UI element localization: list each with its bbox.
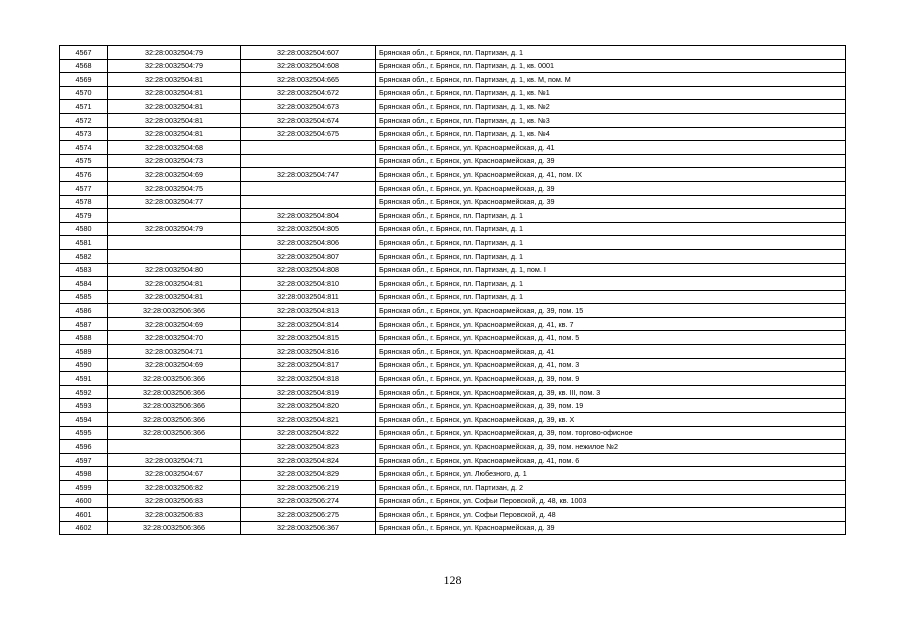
cadastral-number-cell: 32:28:0032504:810 <box>241 277 376 291</box>
address-cell: Брянская обл., г. Брянск, ул. Красноармейская, д. 41, пом. IX <box>376 168 846 182</box>
address-cell: Брянская обл., г. Брянск, ул. Красноармейская, д. 39 <box>376 195 846 209</box>
row-number-cell: 4572 <box>60 113 108 127</box>
parent-cadastral-number-cell: 32:28:0032504:69 <box>108 168 241 182</box>
table-row <box>60 277 846 291</box>
parent-cadastral-number-cell: 32:28:0032504:81 <box>108 73 241 87</box>
table-row <box>60 508 846 522</box>
parent-cadastral-number-cell: 32:28:0032506:366 <box>108 385 241 399</box>
address-cell: Брянская обл., г. Брянск, пл. Партизан, д. 1 <box>376 222 846 236</box>
row-number-cell: 4567 <box>60 46 108 60</box>
row-number-cell: 4598 <box>60 467 108 481</box>
row-number-cell: 4589 <box>60 345 108 359</box>
table-row <box>60 331 846 345</box>
cadastral-number-cell: 32:28:0032506:367 <box>241 521 376 535</box>
cadastral-number-cell: 32:28:0032504:823 <box>241 440 376 454</box>
cadastral-number-cell: 32:28:0032504:821 <box>241 413 376 427</box>
cadastral-number-cell: 32:28:0032504:808 <box>241 263 376 277</box>
parent-cadastral-number-cell: 32:28:0032504:81 <box>108 290 241 304</box>
parent-cadastral-number-cell: 32:28:0032506:83 <box>108 508 241 522</box>
parent-cadastral-number-cell: 32:28:0032506:366 <box>108 521 241 535</box>
address-cell: Брянская обл., г. Брянск, пл. Партизан, д. 1, кв. №4 <box>376 127 846 141</box>
table-row <box>60 195 846 209</box>
parent-cadastral-number-cell <box>108 249 241 263</box>
parent-cadastral-number-cell: 32:28:0032504:81 <box>108 127 241 141</box>
table-row <box>60 440 846 454</box>
cadastral-number-cell: 32:28:0032504:815 <box>241 331 376 345</box>
cadastral-number-cell: 32:28:0032504:817 <box>241 358 376 372</box>
parent-cadastral-number-cell: 32:28:0032504:70 <box>108 331 241 345</box>
address-cell: Брянская обл., г. Брянск, ул. Красноармейская, д. 39, кв. III, пом. 3 <box>376 385 846 399</box>
cadastral-number-cell: 32:28:0032504:608 <box>241 59 376 73</box>
row-number-cell: 4588 <box>60 331 108 345</box>
row-number-cell: 4596 <box>60 440 108 454</box>
parent-cadastral-number-cell: 32:28:0032504:81 <box>108 113 241 127</box>
row-number-cell: 4585 <box>60 290 108 304</box>
row-number-cell: 4578 <box>60 195 108 209</box>
row-number-cell: 4594 <box>60 413 108 427</box>
address-cell: Брянская обл., г. Брянск, ул. Красноармейская, д. 41 <box>376 345 846 359</box>
row-number-cell: 4600 <box>60 494 108 508</box>
row-number-cell: 4593 <box>60 399 108 413</box>
parent-cadastral-number-cell: 32:28:0032504:79 <box>108 46 241 60</box>
parent-cadastral-number-cell: 32:28:0032504:69 <box>108 358 241 372</box>
registry-table-body <box>60 46 846 535</box>
table-row <box>60 86 846 100</box>
row-number-cell: 4586 <box>60 304 108 318</box>
parent-cadastral-number-cell: 32:28:0032506:366 <box>108 372 241 386</box>
row-number-cell: 4571 <box>60 100 108 114</box>
table-row <box>60 127 846 141</box>
cadastral-number-cell: 32:28:0032506:219 <box>241 481 376 495</box>
table-row <box>60 521 846 535</box>
row-number-cell: 4584 <box>60 277 108 291</box>
parent-cadastral-number-cell: 32:28:0032506:82 <box>108 481 241 495</box>
table-row <box>60 249 846 263</box>
address-cell: Брянская обл., г. Брянск, ул. Красноармейская, д. 41, кв. 7 <box>376 317 846 331</box>
table-row <box>60 141 846 155</box>
parent-cadastral-number-cell: 32:28:0032506:366 <box>108 304 241 318</box>
cadastral-number-cell: 32:28:0032504:822 <box>241 426 376 440</box>
table-row <box>60 358 846 372</box>
property-registry-table <box>59 45 846 535</box>
parent-cadastral-number-cell <box>108 236 241 250</box>
row-number-cell: 4579 <box>60 209 108 223</box>
address-cell: Брянская обл., г. Брянск, ул. Красноармейская, д. 39, пом. 15 <box>376 304 846 318</box>
address-cell: Брянская обл., г. Брянск, пл. Партизан, д. 1 <box>376 277 846 291</box>
parent-cadastral-number-cell: 32:28:0032504:79 <box>108 59 241 73</box>
row-number-cell: 4573 <box>60 127 108 141</box>
table-row <box>60 317 846 331</box>
table-row <box>60 46 846 60</box>
table-row <box>60 168 846 182</box>
parent-cadastral-number-cell: 32:28:0032504:80 <box>108 263 241 277</box>
row-number-cell: 4580 <box>60 222 108 236</box>
cadastral-number-cell <box>241 141 376 155</box>
table-row <box>60 290 846 304</box>
address-cell: Брянская обл., г. Брянск, ул. Красноармейская, д. 41 <box>376 141 846 155</box>
address-cell: Брянская обл., г. Брянск, ул. Красноармейская, д. 39, пом. нежилое №2 <box>376 440 846 454</box>
table-row <box>60 73 846 87</box>
table-row <box>60 481 846 495</box>
parent-cadastral-number-cell: 32:28:0032504:79 <box>108 222 241 236</box>
row-number-cell: 4568 <box>60 59 108 73</box>
parent-cadastral-number-cell: 32:28:0032504:71 <box>108 453 241 467</box>
table-row <box>60 113 846 127</box>
parent-cadastral-number-cell <box>108 209 241 223</box>
address-cell: Брянская обл., г. Брянск, пл. Партизан, д. 1, кв. М, пом. М <box>376 73 846 87</box>
table-row <box>60 385 846 399</box>
cadastral-number-cell: 32:28:0032504:811 <box>241 290 376 304</box>
cadastral-number-cell: 32:28:0032504:673 <box>241 100 376 114</box>
parent-cadastral-number-cell: 32:28:0032504:81 <box>108 277 241 291</box>
row-number-cell: 4577 <box>60 181 108 195</box>
table-row <box>60 345 846 359</box>
address-cell: Брянская обл., г. Брянск, ул. Софьи Перовской, д. 48 <box>376 508 846 522</box>
address-cell: Брянская обл., г. Брянск, пл. Партизан, д. 1 <box>376 290 846 304</box>
parent-cadastral-number-cell: 32:28:0032506:366 <box>108 413 241 427</box>
table-row <box>60 399 846 413</box>
table-row <box>60 59 846 73</box>
cadastral-number-cell: 32:28:0032504:824 <box>241 453 376 467</box>
table-row <box>60 222 846 236</box>
table-row <box>60 467 846 481</box>
table-row <box>60 304 846 318</box>
address-cell: Брянская обл., г. Брянск, пл. Партизан, д. 1, пом. I <box>376 263 846 277</box>
cadastral-number-cell: 32:28:0032504:813 <box>241 304 376 318</box>
address-cell: Брянская обл., г. Брянск, ул. Красноармейская, д. 41, пом. 5 <box>376 331 846 345</box>
cadastral-number-cell: 32:28:0032506:274 <box>241 494 376 508</box>
parent-cadastral-number-cell: 32:28:0032504:81 <box>108 100 241 114</box>
table-row <box>60 453 846 467</box>
address-cell: Брянская обл., г. Брянск, ул. Красноармейская, д. 39, пом. торгово-офисное <box>376 426 846 440</box>
table-row <box>60 181 846 195</box>
parent-cadastral-number-cell: 32:28:0032506:83 <box>108 494 241 508</box>
row-number-cell: 4574 <box>60 141 108 155</box>
address-cell: Брянская обл., г. Брянск, пл. Партизан, д. 1, кв. №3 <box>376 113 846 127</box>
cadastral-number-cell: 32:28:0032504:674 <box>241 113 376 127</box>
row-number-cell: 4595 <box>60 426 108 440</box>
page-number: 128 <box>443 573 462 587</box>
row-number-cell: 4581 <box>60 236 108 250</box>
address-cell: Брянская обл., г. Брянск, пл. Партизан, д. 1 <box>376 46 846 60</box>
row-number-cell: 4569 <box>60 73 108 87</box>
cadastral-number-cell: 32:28:0032504:814 <box>241 317 376 331</box>
table-row <box>60 263 846 277</box>
row-number-cell: 4583 <box>60 263 108 277</box>
address-cell: Брянская обл., г. Брянск, ул. Красноармейская, д. 41, пом. 3 <box>376 358 846 372</box>
cadastral-number-cell: 32:28:0032504:804 <box>241 209 376 223</box>
parent-cadastral-number-cell <box>108 440 241 454</box>
address-cell: Брянская обл., г. Брянск, ул. Красноармейская, д. 39 <box>376 154 846 168</box>
parent-cadastral-number-cell: 32:28:0032504:68 <box>108 141 241 155</box>
parent-cadastral-number-cell: 32:28:0032504:73 <box>108 154 241 168</box>
address-cell: Брянская обл., г. Брянск, пл. Партизан, д. 1, кв. №2 <box>376 100 846 114</box>
address-cell: Брянская обл., г. Брянск, ул. Любезного, д. 1 <box>376 467 846 481</box>
cadastral-number-cell <box>241 181 376 195</box>
cadastral-number-cell: 32:28:0032504:665 <box>241 73 376 87</box>
parent-cadastral-number-cell: 32:28:0032506:366 <box>108 426 241 440</box>
table-row <box>60 154 846 168</box>
row-number-cell: 4601 <box>60 508 108 522</box>
table-row <box>60 236 846 250</box>
address-cell: Брянская обл., г. Брянск, пл. Партизан, д. 1, кв. №1 <box>376 86 846 100</box>
address-cell: Брянская обл., г. Брянск, ул. Красноармейская, д. 39, пом. 19 <box>376 399 846 413</box>
cadastral-number-cell: 32:28:0032506:275 <box>241 508 376 522</box>
address-cell: Брянская обл., г. Брянск, ул. Софьи Перовской, д. 48, кв. 1003 <box>376 494 846 508</box>
cadastral-number-cell: 32:28:0032504:806 <box>241 236 376 250</box>
table-row <box>60 372 846 386</box>
cadastral-number-cell: 32:28:0032504:807 <box>241 249 376 263</box>
row-number-cell: 4570 <box>60 86 108 100</box>
cadastral-number-cell: 32:28:0032504:672 <box>241 86 376 100</box>
address-cell: Брянская обл., г. Брянск, ул. Красноармейская, д. 41, пом. 6 <box>376 453 846 467</box>
cadastral-number-cell: 32:28:0032504:820 <box>241 399 376 413</box>
row-number-cell: 4602 <box>60 521 108 535</box>
table-row <box>60 426 846 440</box>
cadastral-number-cell: 32:28:0032504:819 <box>241 385 376 399</box>
table-row <box>60 100 846 114</box>
row-number-cell: 4592 <box>60 385 108 399</box>
address-cell: Брянская обл., г. Брянск, пл. Партизан, д. 1 <box>376 209 846 223</box>
cadastral-number-cell: 32:28:0032504:607 <box>241 46 376 60</box>
address-cell: Брянская обл., г. Брянск, ул. Красноармейская, д. 39 <box>376 181 846 195</box>
cadastral-number-cell <box>241 154 376 168</box>
parent-cadastral-number-cell: 32:28:0032504:81 <box>108 86 241 100</box>
table-row <box>60 413 846 427</box>
address-cell: Брянская обл., г. Брянск, пл. Партизан, д. 1, кв. 0001 <box>376 59 846 73</box>
address-cell: Брянская обл., г. Брянск, ул. Красноармейская, д. 39, пом. 9 <box>376 372 846 386</box>
address-cell: Брянская обл., г. Брянск, ул. Красноармейская, д. 39 <box>376 521 846 535</box>
cadastral-number-cell: 32:28:0032504:747 <box>241 168 376 182</box>
address-cell: Брянская обл., г. Брянск, ул. Красноармейская, д. 39, кв. X <box>376 413 846 427</box>
parent-cadastral-number-cell: 32:28:0032504:75 <box>108 181 241 195</box>
row-number-cell: 4591 <box>60 372 108 386</box>
parent-cadastral-number-cell: 32:28:0032504:67 <box>108 467 241 481</box>
row-number-cell: 4597 <box>60 453 108 467</box>
table-row <box>60 494 846 508</box>
cadastral-number-cell: 32:28:0032504:816 <box>241 345 376 359</box>
address-cell: Брянская обл., г. Брянск, пл. Партизан, д. 1 <box>376 236 846 250</box>
row-number-cell: 4582 <box>60 249 108 263</box>
cadastral-number-cell: 32:28:0032504:818 <box>241 372 376 386</box>
row-number-cell: 4587 <box>60 317 108 331</box>
row-number-cell: 4575 <box>60 154 108 168</box>
address-cell: Брянская обл., г. Брянск, пл. Партизан, д. 2 <box>376 481 846 495</box>
row-number-cell: 4590 <box>60 358 108 372</box>
row-number-cell: 4576 <box>60 168 108 182</box>
cadastral-number-cell: 32:28:0032504:829 <box>241 467 376 481</box>
parent-cadastral-number-cell: 32:28:0032504:71 <box>108 345 241 359</box>
parent-cadastral-number-cell: 32:28:0032506:366 <box>108 399 241 413</box>
cadastral-number-cell <box>241 195 376 209</box>
table-row <box>60 209 846 223</box>
row-number-cell: 4599 <box>60 481 108 495</box>
cadastral-number-cell: 32:28:0032504:675 <box>241 127 376 141</box>
parent-cadastral-number-cell: 32:28:0032504:77 <box>108 195 241 209</box>
cadastral-number-cell: 32:28:0032504:805 <box>241 222 376 236</box>
address-cell: Брянская обл., г. Брянск, пл. Партизан, д. 1 <box>376 249 846 263</box>
parent-cadastral-number-cell: 32:28:0032504:69 <box>108 317 241 331</box>
